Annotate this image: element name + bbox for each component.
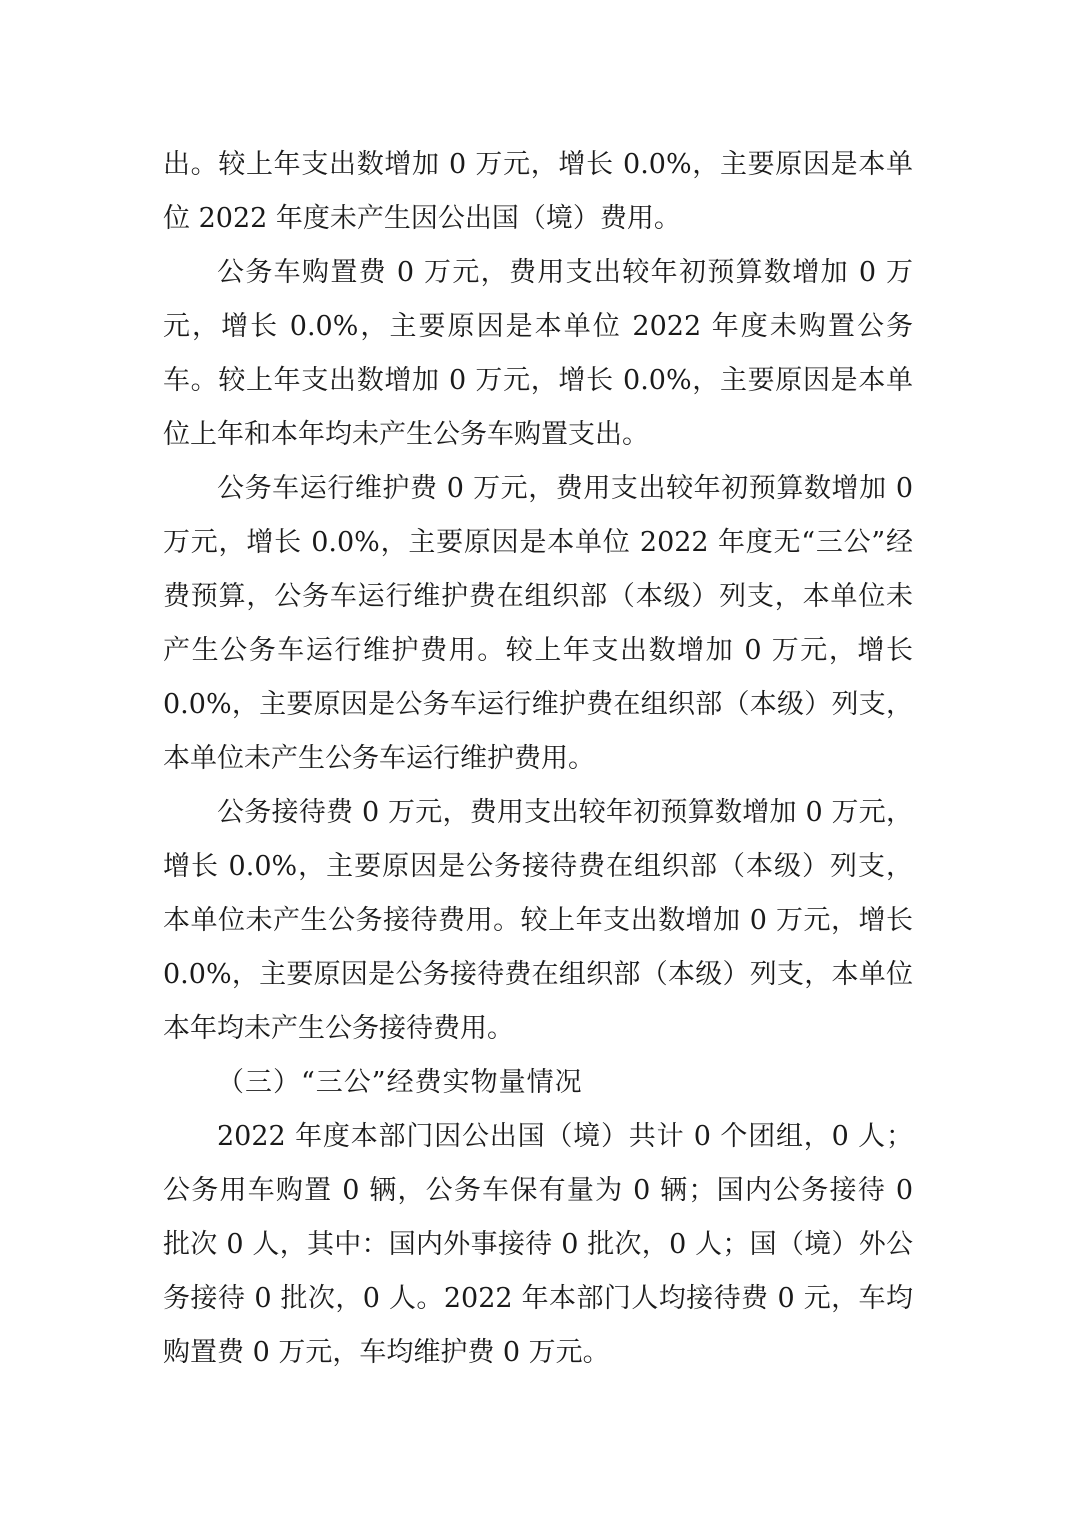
section-heading-physical-quantity: （三）“三公”经费实物量情况 <box>217 1067 583 1098</box>
paragraph-vehicle-purchase: 公务车购置费 0 万元，费用支出较年初预算数增加 0 万元，增长 0.0%，主要原因是本单位 2022 年度未购置公务车。较上年支出数增加 0 万元，增长 0.0%，主要原因是本单位上年和本年均未产生公务车购置支出。 <box>163 257 913 450</box>
paragraph-overseas-continuation: 出。较上年支出数增加 0 万元，增长 0.0%，主要原因是本单位 2022 年度未产生因公出国（境）费用。 <box>163 149 913 234</box>
paragraph-physical-quantity: 2022 年度本部门因公出国（境）共计 0 个团组，0 人；公务用车购置 0 辆，公务车保有量为 0 辆；国内公务接待 0 批次 0 人，其中：国内外事接待 0 批次，0 人；国（境）外公务接待 0 批次，0 人。2022 年本部门人均接待费 0 元，车均购置费 0 万元，车均维护费 0 万元。 <box>163 1121 913 1368</box>
paragraph-vehicle-maintenance: 公务车运行维护费 0 万元，费用支出较年初预算数增加 0 万元，增长 0.0%，主要原因是本单位 2022 年度无“三公”经费预算，公务车运行维护费在组织部（本级）列支，本单位未产生公务车运行维护费用。较上年支出数增加 0 万元，增长 0.0%，主要原因是公务车运行维护费在组织部（本级）列支，本单位未产生公务车运行维护费用。 <box>163 473 913 774</box>
paragraph-reception: 公务接待费 0 万元，费用支出较年初预算数增加 0 万元，增长 0.0%，主要原因是公务接待费在组织部（本级）列支，本单位未产生公务接待费用。较上年支出数增加 0 万元，增长 0.0%，主要原因是公务接待费在组织部（本级）列支，本单位本年均未产生公务接待费用。 <box>163 797 913 1044</box>
document-body <box>163 138 913 1380</box>
